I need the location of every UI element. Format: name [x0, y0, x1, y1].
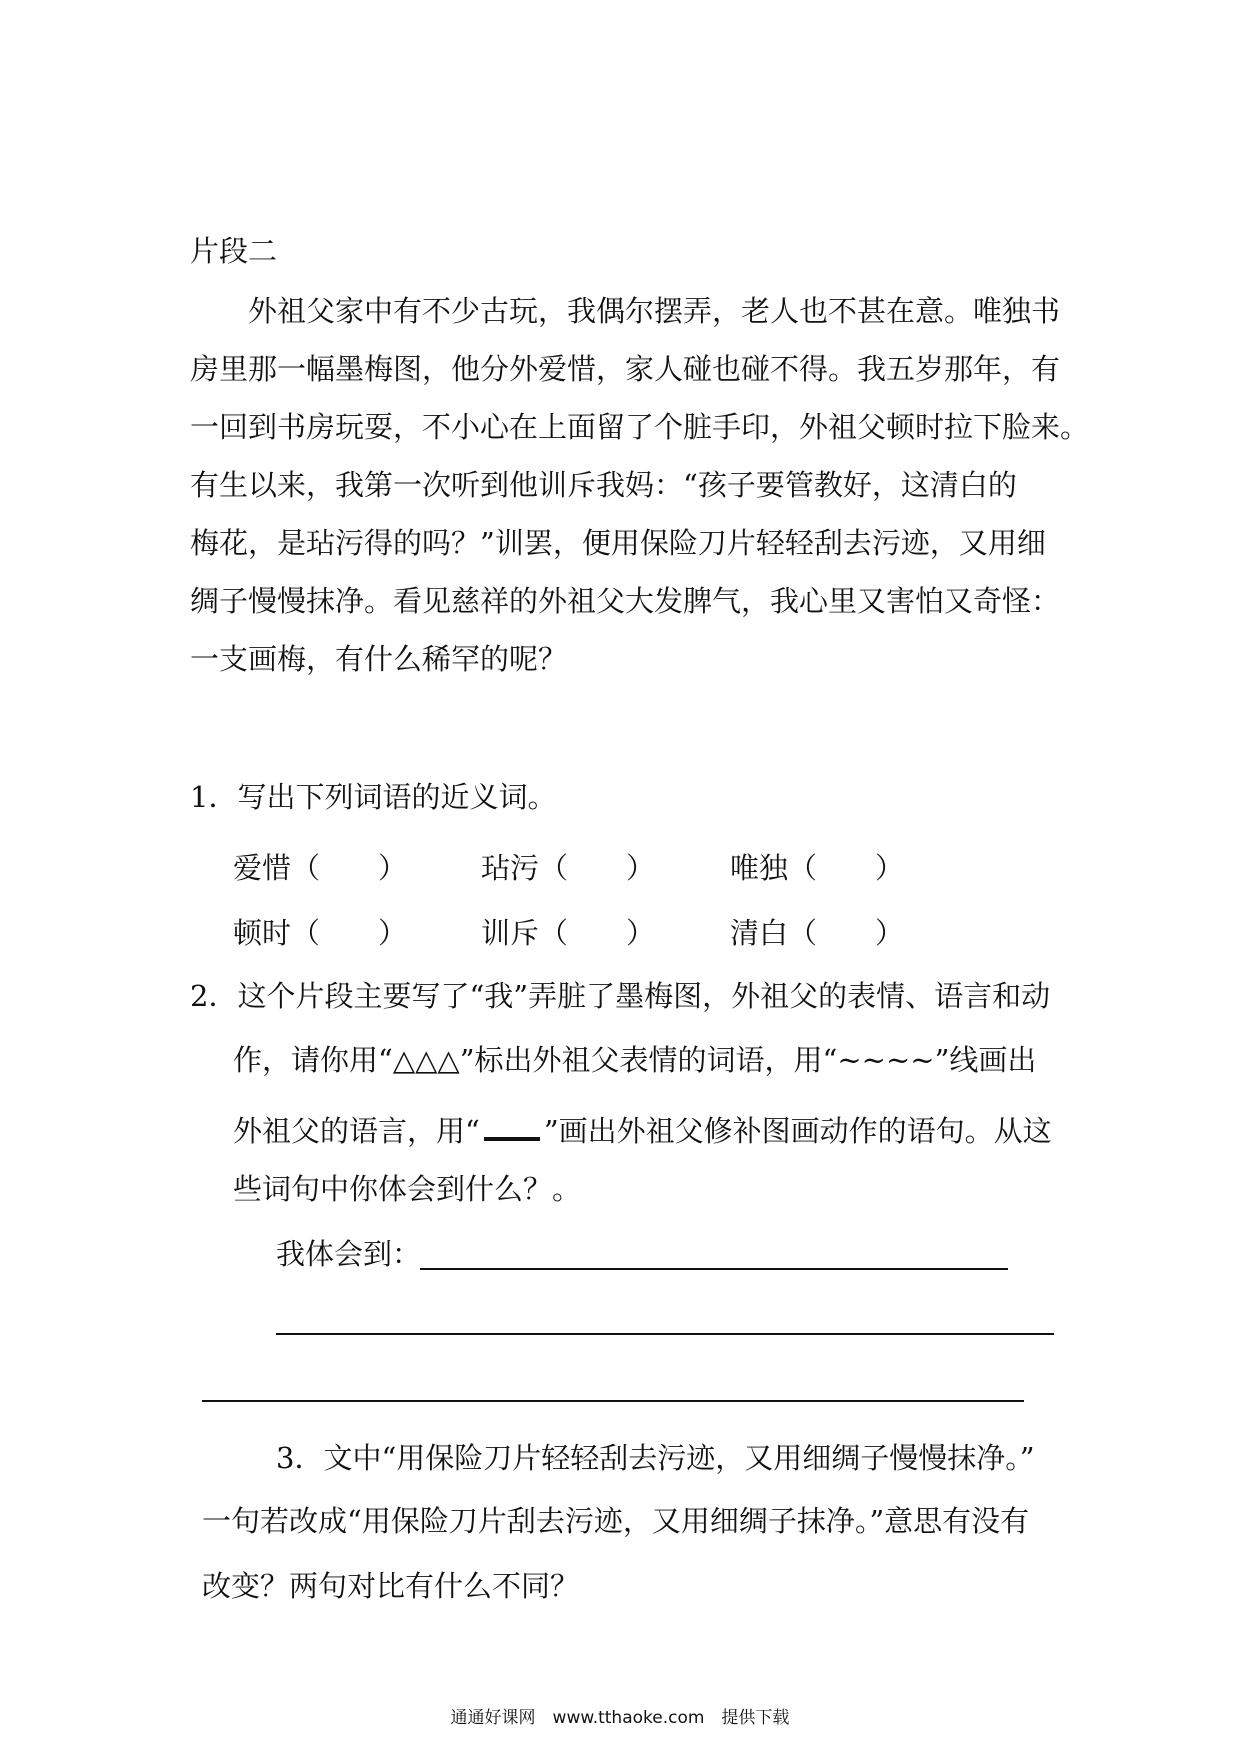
- vocab-item: 训斥（ ）: [481, 916, 656, 950]
- underline-symbol: [484, 1111, 540, 1141]
- answer-line[interactable]: [276, 1333, 1054, 1335]
- question-3-line: 3．文中“用保险刀片轻轻刮去污迹，又用细绸子慢慢抹净。”: [276, 1441, 1035, 1475]
- question-2-line: [233, 1111, 1052, 1146]
- question-2-line: 作，请你用“△△△”标出外祖父表情的词语，用“~~~~”线画出: [233, 1043, 1037, 1077]
- question-1-prompt: 1．写出下列词语的近义词。: [190, 780, 557, 814]
- question-2-line: 些词句中你体会到什么？。: [233, 1172, 582, 1206]
- vocab-item: 玷污（ ）: [481, 851, 656, 885]
- vocab-item: 爱惜（ ）: [233, 851, 408, 885]
- passage-line: 外祖父家中有不少古玩，我偶尔摆弄，老人也不甚在意。唯独书: [248, 294, 1061, 328]
- passage-line: 房里那一幅墨梅图，他分外爱惜，家人碰也碰不得。我五岁那年，有: [190, 352, 1061, 386]
- question-3-line: 改变？两句对比有什么不同？: [202, 1569, 580, 1603]
- passage-line: 绸子慢慢抹净。看见慈祥的外祖父大发脾气，我心里又害怕又奇怪：: [190, 584, 1061, 618]
- question-3-line: 一句若改成“用保险刀片刮去污迹，又用细绸子抹净。”意思有没有: [202, 1504, 1030, 1538]
- passage-line: 有生以来，我第一次听到他训斥我妈：“孩子要管教好，这清白的: [190, 468, 1017, 502]
- question-2-line: 2．这个片段主要写了“我”弄脏了墨梅图，外祖父的表情、语言和动: [190, 979, 1051, 1013]
- answer-label: 我体会到：: [276, 1237, 422, 1271]
- passage-line: 梅花，是玷污得的吗？”训罢，便用保险刀片轻轻刮去污迹，又用细: [190, 526, 1046, 560]
- vocab-item: 顿时（ ）: [233, 916, 408, 950]
- vocab-item: 清白（ ）: [730, 916, 905, 950]
- question-2-text: 外祖父的语言，用“: [233, 1114, 480, 1148]
- passage-line: 一回到书房玩耍，不小心在上面留了个脏手印，外祖父顿时拉下脸来。: [190, 410, 1090, 444]
- passage-line: 一支画梅，有什么稀罕的呢？: [190, 642, 568, 676]
- answer-line[interactable]: [420, 1268, 1008, 1270]
- vocab-item: 唯独（ ）: [730, 851, 905, 885]
- answer-line[interactable]: [202, 1400, 1024, 1402]
- page-footer: 通通好课网 www.tthaoke.com 提供下载: [450, 1708, 790, 1728]
- section-title: 片段二: [190, 234, 278, 268]
- question-2-text: ”画出外祖父修补图画动作的语句。从这: [543, 1114, 1052, 1148]
